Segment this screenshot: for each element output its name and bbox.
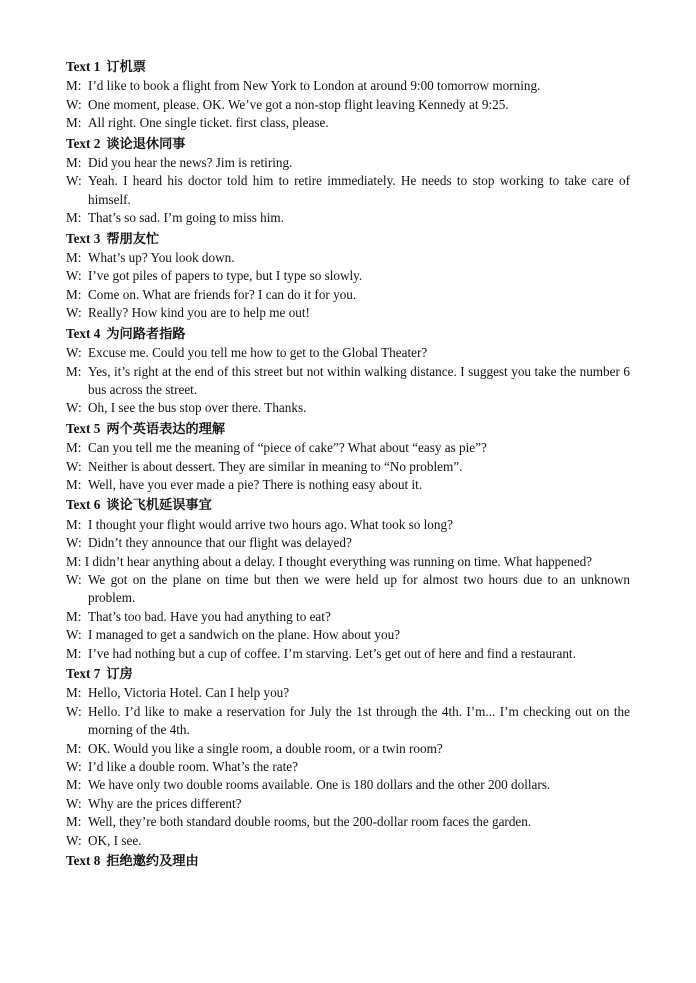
dialogue-line xyxy=(66,776,630,794)
dialogue-section xyxy=(66,852,630,870)
dialogue-text: I didn’t hear anything about a delay. I thought everything was running on time. What happened? xyxy=(84,553,593,569)
speaker-label: W: xyxy=(66,759,82,775)
section-title-zh: 两个英语表达的理解 xyxy=(106,420,226,436)
dialogue-text: OK. Would you like a single room, a double room, or a twin room? xyxy=(88,740,443,756)
dialogue-text: We have only two double rooms available. One is 180 dollars and the other 200 dollars. xyxy=(88,777,551,793)
speaker-label: W: xyxy=(66,305,82,321)
dialogue-text: That’s so sad. I’m going to miss him. xyxy=(88,210,284,226)
speaker-label: W: xyxy=(66,400,82,416)
dialogue-line xyxy=(66,249,630,267)
speaker-label: M: xyxy=(66,553,82,569)
speaker-label: M: xyxy=(66,210,82,226)
section-title-zh: 为问路者指路 xyxy=(106,325,186,341)
dialogue-line xyxy=(66,703,630,740)
dialogue-text: I’ve got piles of papers to type, but I type so slowly. xyxy=(88,268,363,284)
dialogue-line xyxy=(66,626,630,644)
section-title xyxy=(66,665,630,683)
document-page xyxy=(66,56,630,871)
speaker-label: M: xyxy=(66,740,82,756)
speaker-label: M: xyxy=(66,250,82,266)
speaker-label: W: xyxy=(66,268,82,284)
dialogue-text: Neither is about dessert. They are similar in meaning to “No problem”. xyxy=(88,458,463,474)
section-title xyxy=(66,135,630,153)
dialogue-line xyxy=(66,645,630,663)
section-title-en: Text 8 xyxy=(66,853,101,869)
section-title-zh: 谈论退休同事 xyxy=(106,135,186,151)
dialogue-line xyxy=(66,77,630,95)
dialogue-text: What’s up? You look down. xyxy=(88,250,235,266)
speaker-label: M: xyxy=(66,440,82,456)
section-title xyxy=(66,58,630,76)
dialogue-section xyxy=(66,58,630,133)
speaker-label: M: xyxy=(66,685,82,701)
speaker-label: W: xyxy=(66,173,82,189)
dialogue-text: Excuse me. Could you tell me how to get to the Global Theater? xyxy=(88,345,428,361)
dialogue-text: Well, they’re both standard double rooms, but the 200-dollar room faces the garden. xyxy=(88,814,532,830)
dialogue-text: Did you hear the news? Jim is retiring. xyxy=(88,155,293,171)
dialogue-line xyxy=(66,209,630,227)
dialogue-section xyxy=(66,496,630,663)
dialogue-line xyxy=(66,476,630,494)
dialogue-section xyxy=(66,325,630,418)
dialogue-line xyxy=(66,114,630,132)
dialogue-text: Hello, Victoria Hotel. Can I help you? xyxy=(88,685,290,701)
dialogue-section xyxy=(66,665,630,850)
speaker-label: M: xyxy=(66,777,82,793)
speaker-label: W: xyxy=(66,345,82,361)
dialogue-line xyxy=(66,154,630,172)
dialogue-line xyxy=(66,286,630,304)
section-title xyxy=(66,852,630,870)
dialogue-line xyxy=(66,684,630,702)
section-title-en: Text 3 xyxy=(66,230,101,246)
dialogue-line xyxy=(66,344,630,362)
dialogue-line xyxy=(66,740,630,758)
dialogue-line xyxy=(66,758,630,776)
dialogue-text: I thought your flight would arrive two hours ago. What took so long? xyxy=(88,516,453,532)
section-title xyxy=(66,230,630,248)
speaker-label: M: xyxy=(66,115,82,131)
section-title-zh: 拒绝邀约及理由 xyxy=(106,853,199,869)
dialogue-text: Come on. What are friends for? I can do it for you. xyxy=(88,286,357,302)
section-title-en: Text 7 xyxy=(66,666,101,681)
dialogue-line xyxy=(66,439,630,457)
speaker-label: W: xyxy=(66,458,82,474)
speaker-label: M: xyxy=(66,155,82,171)
speaker-label: M: xyxy=(66,814,82,830)
dialogue-text: Oh, I see the bus stop over there. Thanks. xyxy=(88,400,307,416)
dialogue-line xyxy=(66,267,630,285)
dialogue-text: All right. One single ticket. first class, please. xyxy=(88,115,329,131)
dialogue-line xyxy=(66,458,630,476)
dialogue-text: I’d like a double room. What’s the rate? xyxy=(88,759,298,775)
section-title xyxy=(66,420,630,438)
speaker-label: W: xyxy=(66,535,82,551)
dialogue-text: I’d like to book a flight from New York to London at around 9:00 tomorrow morning. xyxy=(88,78,541,94)
dialogue-text: Well, have you ever made a pie? There is nothing easy about it. xyxy=(88,476,423,492)
section-title-zh: 谈论飞机延误事宜 xyxy=(106,497,212,513)
dialogue-line xyxy=(66,795,630,813)
dialogue-line xyxy=(66,608,630,626)
section-title-en: Text 1 xyxy=(66,59,101,74)
dialogue-line xyxy=(66,571,630,608)
dialogue-line xyxy=(66,832,630,850)
dialogue-line xyxy=(66,96,630,114)
dialogue-text: We got on the plane on time but then we were held up for almost two hours due to an unknown problem. xyxy=(88,571,630,606)
speaker-label: W: xyxy=(66,795,82,811)
dialogue-text: OK, I see. xyxy=(88,832,142,848)
dialogue-text: Hello. I’d like to make a reservation for July the 1st through the 4th. I’m... I’m checking out on the morning of the 4th. xyxy=(88,703,630,738)
dialogue-text: Didn’t they announce that our flight was delayed? xyxy=(88,535,352,551)
dialogue-line xyxy=(66,304,630,322)
speaker-label: W: xyxy=(66,627,82,643)
dialogue-text: I managed to get a sandwich on the plane. How about you? xyxy=(88,627,401,643)
dialogue-section xyxy=(66,420,630,495)
dialogue-line xyxy=(66,553,630,571)
dialogue-line xyxy=(66,399,630,417)
section-title-en: Text 6 xyxy=(66,497,101,513)
section-title-en: Text 2 xyxy=(66,135,101,151)
dialogue-text: One moment, please. OK. We’ve got a non-stop flight leaving Kennedy at 9:25. xyxy=(88,96,509,112)
section-title xyxy=(66,325,630,343)
dialogue-text: Really? How kind you are to help me out! xyxy=(88,305,310,321)
dialogue-text: I’ve had nothing but a cup of coffee. I’m starving. Let’s get out of here and find a restaurant. xyxy=(88,645,576,661)
dialogue-text: Can you tell me the meaning of “piece of cake”? What about “easy as pie”? xyxy=(88,440,487,456)
dialogue-section xyxy=(66,230,630,323)
speaker-label: W: xyxy=(66,96,82,112)
dialogue-text: Yeah. I heard his doctor told him to retire immediately. He needs to stop working to take care of himself. xyxy=(88,173,630,207)
speaker-label: M: xyxy=(66,78,82,94)
dialogue-line xyxy=(66,813,630,831)
section-title xyxy=(66,496,630,514)
dialogue-text: Yes, it’s right at the end of this street but not within walking distance. I suggest you take the number 6 bus across the street. xyxy=(88,363,630,397)
dialogue-text: Why are the prices different? xyxy=(88,795,242,811)
speaker-label: M: xyxy=(66,476,82,492)
speaker-label: W: xyxy=(66,832,82,848)
speaker-label: W: xyxy=(66,703,82,719)
section-title-zh: 帮朋友忙 xyxy=(106,230,160,246)
dialogue-section xyxy=(66,135,630,228)
speaker-label: M: xyxy=(66,363,82,379)
dialogue-text: That’s too bad. Have you had anything to eat? xyxy=(88,608,331,624)
section-title-en: Text 5 xyxy=(66,420,101,436)
speaker-label: M: xyxy=(66,286,82,302)
dialogue-line xyxy=(66,516,630,534)
speaker-label: M: xyxy=(66,645,82,661)
dialogue-line xyxy=(66,172,630,209)
section-title-zh: 订房 xyxy=(106,666,133,681)
speaker-label: M: xyxy=(66,608,82,624)
section-title-en: Text 4 xyxy=(66,325,101,341)
dialogue-line xyxy=(66,534,630,552)
dialogue-line xyxy=(66,363,630,400)
speaker-label: M: xyxy=(66,516,82,532)
section-title-zh: 订机票 xyxy=(106,59,146,74)
speaker-label: W: xyxy=(66,571,82,587)
